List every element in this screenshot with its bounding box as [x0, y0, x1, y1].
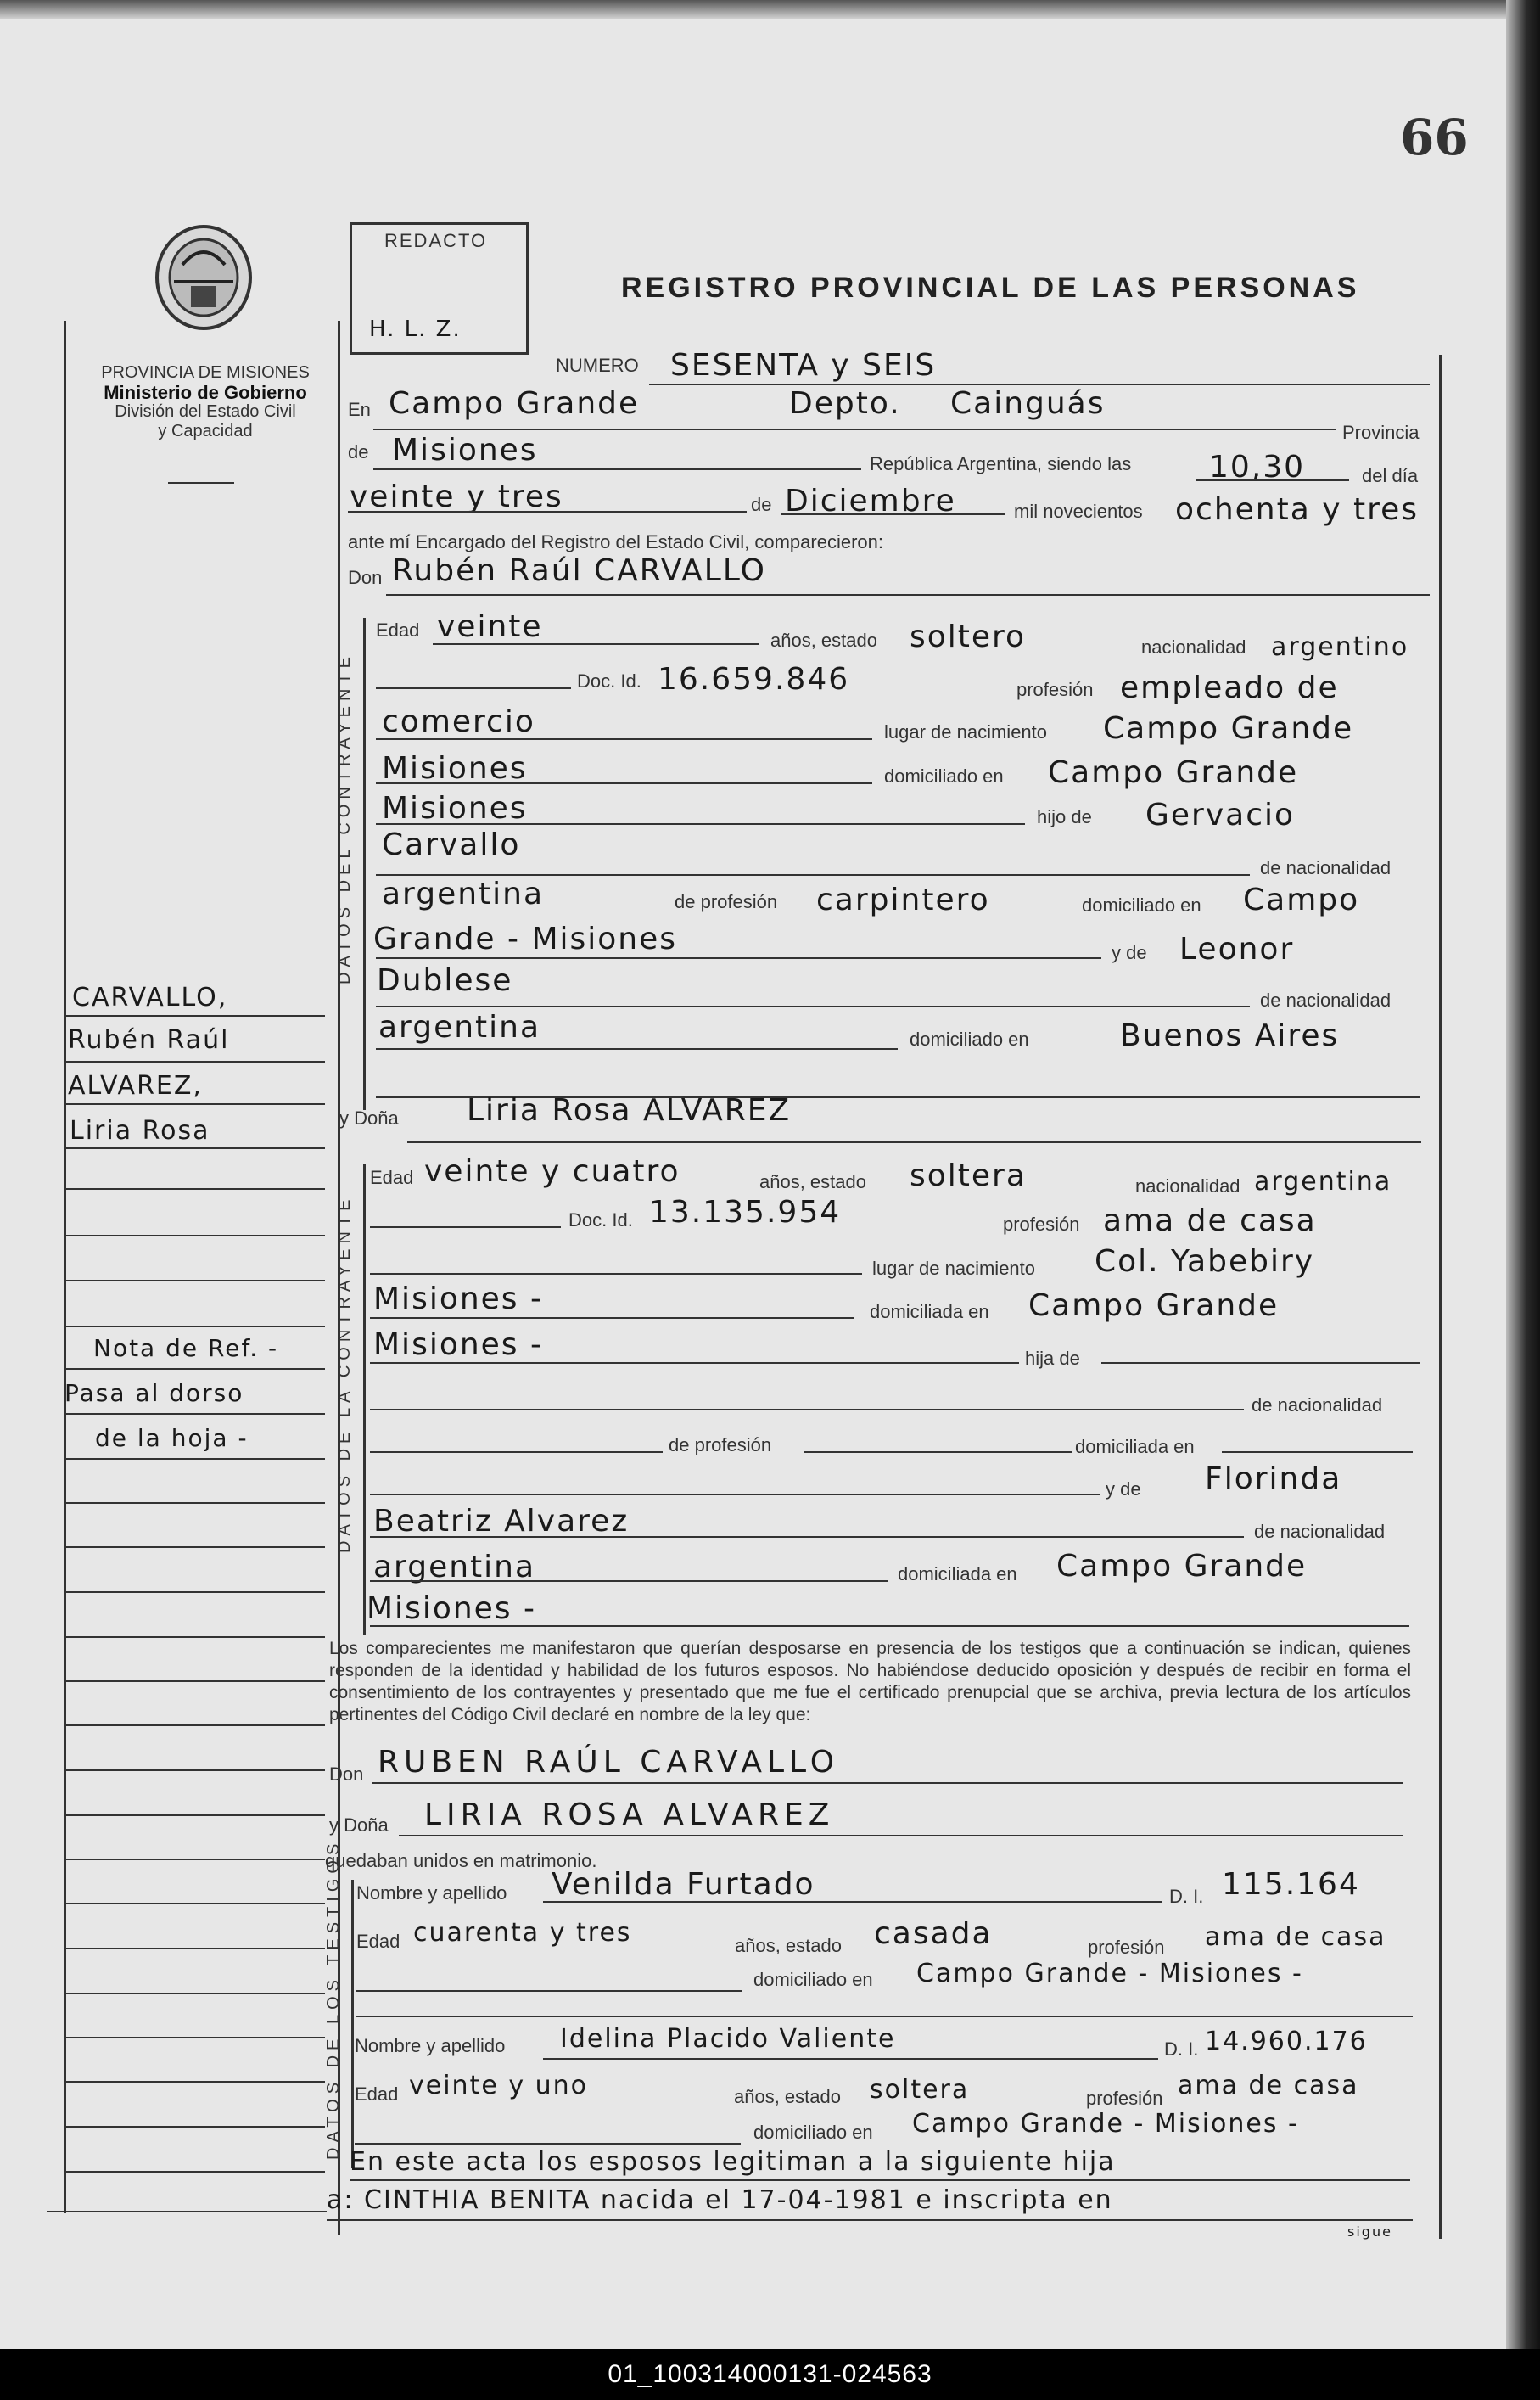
w1-profesion: ama de casa	[1205, 1922, 1386, 1952]
groom-padre-nac: argentina	[382, 877, 545, 911]
bride-madre-nac-line	[370, 1580, 888, 1582]
hora-value: 10,30	[1209, 450, 1306, 485]
decl-bride-line	[399, 1835, 1403, 1836]
bride-padre-dom2-line	[370, 1494, 1100, 1495]
w2-prof-label: profesión	[1086, 2088, 1163, 2109]
groom-lugar-nac2: Misiones	[382, 751, 528, 786]
margin-rule-28	[47, 2211, 327, 2212]
w2-estado-label: años, estado	[734, 2086, 841, 2107]
note-line1-rule	[350, 2179, 1410, 2181]
lugar-line	[373, 429, 1336, 430]
groom-nacionalidad: argentino	[1271, 632, 1409, 662]
decl-dona-label: y Doña	[329, 1814, 389, 1836]
margin-rule-8	[64, 1326, 325, 1327]
groom-padre-prof: carpintero	[816, 883, 990, 917]
margin-ref2: Pasa al dorso	[64, 1379, 244, 1407]
groom-padre-dom: Campo	[1243, 883, 1360, 917]
groom-prof-label: profesión	[1016, 679, 1094, 700]
bride-hija-label: hija de	[1025, 1348, 1080, 1369]
margin-rule-6	[64, 1235, 325, 1236]
groom-madre2: Dublese	[377, 963, 513, 998]
w1-edad-label: Edad	[356, 1931, 400, 1952]
capacidad-label: y Capacidad	[158, 422, 253, 440]
dona-label: y Doña	[339, 1107, 399, 1129]
groom-nac-label: nacionalidad	[1141, 636, 1246, 658]
ante-text: ante mí Encargado del Registro del Estado Civil, comparecieron:	[348, 531, 883, 552]
bride-dom-label: domiciliada en	[870, 1301, 989, 1322]
bride-padre-dom-line	[1222, 1451, 1413, 1453]
groom-dom-label: domiciliado en	[884, 765, 1004, 787]
quedaban-text: quedaban unidos en matrimonio.	[325, 1850, 597, 1871]
w2-name: Idelina Placido Valiente	[560, 2024, 896, 2054]
margin-rule-11	[64, 1458, 325, 1460]
margin-ref1: Nota de Ref. -	[93, 1334, 279, 1362]
division-label: División del Estado Civil	[115, 402, 296, 421]
bride-padre-line	[370, 1409, 1244, 1410]
bride-madre2: Beatriz Alvarez	[373, 1504, 630, 1539]
groom-prof-line	[376, 738, 872, 740]
bride-padre-prof-line	[804, 1451, 1072, 1453]
w2-name-label: Nombre y apellido	[355, 2035, 506, 2056]
hora-line	[1196, 479, 1349, 481]
w1-prof-label: profesión	[1088, 1937, 1165, 1958]
provincia-label: Provincia	[1342, 422, 1420, 443]
margin-name4: Liria Rosa	[70, 1116, 210, 1146]
groom-section-line	[363, 618, 366, 1110]
de-label: de	[348, 441, 369, 463]
bride-lugar-nac: Col. Yabebiry	[1095, 1244, 1315, 1279]
groom-madre-nac-line	[376, 1048, 898, 1050]
bride-edad-label: Edad	[370, 1167, 414, 1188]
numero-value: SESENTA y SEIS	[670, 348, 937, 383]
bride-madre: Florinda	[1205, 1461, 1342, 1496]
margin-ref3: de la hoja -	[95, 1424, 249, 1452]
province-label: PROVINCIA DE MISIONES	[101, 363, 310, 382]
groom-domicilio2: Misiones	[382, 791, 528, 826]
note-line1: En este acta los esposos legitiman a la siguiente hija	[350, 2147, 1116, 2177]
bride-section-line	[363, 1164, 366, 1635]
margin-rule-16	[64, 1680, 325, 1682]
bride-madre-dom-label: domiciliada en	[898, 1563, 1017, 1584]
redacto-label: REDACTO	[384, 230, 488, 251]
margin-name2: Rubén Raúl	[68, 1025, 230, 1055]
bride-prof-line	[370, 1273, 862, 1275]
groom-madre-line	[376, 1006, 1250, 1007]
margin-name1: CARVALLO,	[72, 983, 228, 1012]
groom-lugar-nac: Campo Grande	[1103, 711, 1354, 746]
decl-don-label: Don	[329, 1764, 364, 1785]
groom-edad-label: Edad	[376, 620, 420, 641]
provincia-line	[373, 468, 861, 470]
w1-edad: cuarenta y tres	[413, 1918, 632, 1948]
bride-lugar-nac2: Misiones -	[373, 1281, 543, 1316]
margin-rule-24	[64, 2037, 325, 2038]
mes-de-label: de	[751, 494, 772, 515]
bride-estado-label: años, estado	[759, 1171, 866, 1192]
depto-label: Depto.	[789, 386, 901, 421]
groom-madre-nac: argentina	[378, 1010, 541, 1045]
provincia-value: Misiones	[392, 433, 538, 468]
register-title: REGISTRO PROVINCIAL DE LAS PERSONAS	[621, 272, 1360, 304]
groom-doc: 16.659.846	[658, 662, 850, 697]
bride-edad: veinte y cuatro	[424, 1154, 680, 1189]
w2-di: 14.960.176	[1205, 2027, 1368, 2056]
groom-madre-dom-label: domiciliado en	[910, 1029, 1029, 1050]
groom-doc-label: Doc. Id.	[577, 670, 641, 692]
groom-padre: Gervacio	[1145, 798, 1296, 833]
bride-section-label: DATOS DE LA CONTRAYENTE	[335, 1194, 354, 1553]
margin-rule-10	[64, 1413, 325, 1415]
depto-value: Cainguás	[950, 386, 1106, 421]
w2-edad-label: Edad	[355, 2083, 399, 2105]
margin-rule-4	[64, 1147, 325, 1149]
groom-profesion: empleado de	[1120, 670, 1339, 705]
bride-padre-nac-label: de nacionalidad	[1252, 1394, 1383, 1416]
groom-doc-lead-line	[376, 687, 571, 689]
groom-dom-line	[376, 823, 1025, 825]
w1-di-label: D. I.	[1169, 1886, 1204, 1907]
witness-section-line	[351, 1880, 354, 2168]
republica-label: República Argentina, siendo las	[870, 453, 1132, 474]
w2-dom-label: domiciliado en	[753, 2122, 873, 2143]
province-seal-icon	[153, 222, 255, 333]
bride-padre-nac-line	[370, 1451, 663, 1453]
groom-padre-prof-label: de profesión	[675, 891, 778, 912]
bride-prof-label: profesión	[1003, 1214, 1080, 1235]
margin-rule-18	[64, 1769, 325, 1771]
book-spine	[1506, 0, 1540, 2349]
w1-dom-lead-line	[356, 1990, 742, 1992]
right-frame-line	[1439, 355, 1442, 2239]
groom-padre-dom-label: domiciliado en	[1082, 894, 1201, 916]
groom-madre-nac-label: de nacionalidad	[1260, 990, 1392, 1011]
bride-madre-label: y de	[1106, 1478, 1141, 1500]
witness-section-label: DATOS DE LOS TESTIGOS	[324, 1838, 343, 2160]
groom-madre: Leonor	[1179, 932, 1295, 967]
left-margin-line	[64, 321, 66, 2213]
dia-line	[348, 511, 747, 513]
margin-rule-19	[64, 1814, 325, 1816]
mil-label: mil novecientos	[1014, 501, 1143, 522]
lugar-value: Campo Grande	[389, 386, 640, 421]
bride-nacionalidad: argentina	[1254, 1167, 1392, 1197]
anio-value: ochenta y tres	[1175, 492, 1419, 527]
w1-domicilio: Campo Grande - Misiones -	[916, 1959, 1303, 1988]
bride-madre-nac: argentina	[373, 1550, 536, 1584]
note-line2: a: CINTHIA BENITA nacida el 17-04-1981 e inscripta en	[327, 2185, 1113, 2215]
w1-name: Venilda Furtado	[552, 1867, 815, 1902]
w2-dom-lead-line	[355, 2143, 741, 2145]
numero-label: NUMERO	[556, 355, 639, 376]
note-sigue: sigue	[1347, 2223, 1392, 2240]
bride-domicilio: Campo Grande	[1028, 1288, 1280, 1323]
w2-name-line	[543, 2058, 1158, 2060]
note-line2-rule	[327, 2219, 1413, 2221]
w2-domicilio: Campo Grande - Misiones -	[912, 2109, 1299, 2139]
bride-madre-line	[370, 1536, 1244, 1538]
bride-doc-lead-line	[370, 1226, 561, 1228]
groom-padre2: Carvallo	[382, 827, 521, 862]
bride-madre-dom: Campo Grande	[1056, 1549, 1308, 1584]
groom-madre-label: y de	[1112, 942, 1147, 963]
groom-estado: soltero	[910, 620, 1027, 654]
margin-rule-12	[64, 1502, 325, 1504]
header-left	[78, 363, 333, 441]
groom-section-label: DATOS DEL CONTRAYENTE	[335, 652, 354, 984]
image-caption: 01_100314000131-024563	[0, 2349, 1540, 2400]
groom-domicilio: Campo Grande	[1048, 755, 1299, 790]
bride-estado: soltera	[910, 1158, 1027, 1193]
margin-rule-23	[64, 1993, 325, 1994]
margin-rule-7	[64, 1280, 325, 1281]
groom-padre-dom2: Grande - Misiones	[373, 922, 678, 956]
declaration-text: Los comparecientes me manifestaron que querían desposarse en presencia de los testigos que a continuación se indican, quienes responden de la identidad y habilidad de los futuros esposos. No habiéndose deducido oposición y después de recibir en forma el consentimiento de los contrayentes y presentado que me fue el certificado prenupcial que se archiva, previa lectura de los artículos pertinentes del Código Civil declaré en nombre de la ley que:	[329, 1639, 1411, 1724]
numero-line	[649, 384, 1430, 385]
ministry-label: Ministerio de Gobierno	[104, 382, 307, 403]
groom-lugnac-line	[376, 782, 872, 784]
bride-profesion: ama de casa	[1103, 1203, 1317, 1238]
bride-madre-nac-label: de nacionalidad	[1254, 1521, 1386, 1542]
w1-di: 115.164	[1222, 1867, 1360, 1902]
bride-hija-line	[1101, 1362, 1420, 1364]
margin-rule-17	[64, 1724, 325, 1726]
w1-name-label: Nombre y apellido	[356, 1882, 507, 1904]
groom-hijo-label: hijo de	[1037, 806, 1092, 827]
margin-rule-21	[64, 1903, 325, 1904]
margin-rule-15	[64, 1636, 325, 1638]
margin-rule-9	[64, 1368, 325, 1370]
groom-edad-line	[433, 643, 759, 645]
w1-dom-label: domiciliado en	[753, 1969, 873, 1990]
w1-estado: casada	[874, 1916, 993, 1951]
margin-rule-27	[64, 2171, 325, 2173]
bride-dom-line	[370, 1362, 1019, 1364]
w2-edad: veinte y uno	[409, 2071, 588, 2100]
w2-estado: soltera	[870, 2075, 970, 2105]
margin-rule-25	[64, 2081, 325, 2083]
groom-edad: veinte	[437, 609, 543, 644]
margin-rule-3	[64, 1103, 325, 1105]
margin-rule-5	[64, 1188, 325, 1190]
bride-madre-dom2: Misiones -	[367, 1591, 536, 1626]
mes-line	[781, 513, 1005, 515]
bride-domicilio2: Misiones -	[373, 1327, 543, 1362]
w1-estado-label: años, estado	[735, 1935, 842, 1956]
w1-name-line	[543, 1901, 1162, 1903]
groom-name: Rubén Raúl CARVALLO	[392, 553, 766, 588]
page-number: 66	[1400, 109, 1469, 166]
groom-profesion2: comercio	[382, 704, 535, 739]
margin-rule-22	[64, 1948, 325, 1949]
bride-name: Liria Rosa ALVAREZ	[467, 1093, 792, 1128]
decl-groom-line	[372, 1782, 1403, 1784]
bride-nac-label: nacionalidad	[1135, 1175, 1240, 1197]
bride-end-line	[370, 1625, 1409, 1627]
bride-lugnac-label: lugar de nacimiento	[872, 1258, 1036, 1279]
margin-rule-26	[64, 2126, 325, 2128]
margin-name3: ALVAREZ,	[68, 1071, 203, 1101]
margin-rule-1	[64, 1015, 325, 1017]
mes-value: Diciembre	[785, 484, 956, 519]
groom-padre-nac-label: de nacionalidad	[1260, 857, 1392, 878]
redacto-box	[350, 222, 529, 355]
bride-doc: 13.135.954	[649, 1195, 842, 1230]
margin-rule-14	[64, 1591, 325, 1593]
bride-doc-label: Doc. Id.	[568, 1209, 633, 1231]
bride-name-line	[407, 1141, 1421, 1143]
decl-bride: LIRIA ROSA ALVAREZ	[424, 1797, 835, 1832]
w2-di-label: D. I.	[1164, 2038, 1199, 2060]
groom-padre-dom-line	[376, 957, 1101, 959]
groom-madre-dom: Buenos Aires	[1120, 1018, 1340, 1053]
margin-rule-2	[64, 1061, 325, 1063]
del-dia-label: del día	[1362, 465, 1419, 486]
groom-lugnac-label: lugar de nacimiento	[884, 721, 1048, 743]
margin-rule-13	[64, 1546, 325, 1548]
dia-value: veinte y tres	[350, 479, 563, 514]
page-top-edge	[0, 0, 1509, 19]
groom-estado-label: años, estado	[770, 630, 877, 651]
bride-padre-dom-label: domiciliada en	[1075, 1436, 1195, 1457]
don-label: Don	[348, 567, 383, 588]
w2-profesion: ama de casa	[1178, 2071, 1359, 2100]
bride-padre-prof-label: de profesión	[669, 1434, 772, 1455]
groom-padre-line	[376, 874, 1250, 876]
en-label: En	[348, 399, 371, 420]
decl-groom: RUBEN RAÚL CARVALLO	[378, 1745, 840, 1780]
bride-lugnac-line	[370, 1317, 854, 1319]
redacto-initials: H. L. Z.	[369, 317, 462, 342]
groom-name-line	[386, 594, 1430, 596]
header-divider	[168, 482, 234, 484]
w1-end-line	[356, 2016, 1413, 2017]
margin-rule-20	[64, 1859, 325, 1860]
